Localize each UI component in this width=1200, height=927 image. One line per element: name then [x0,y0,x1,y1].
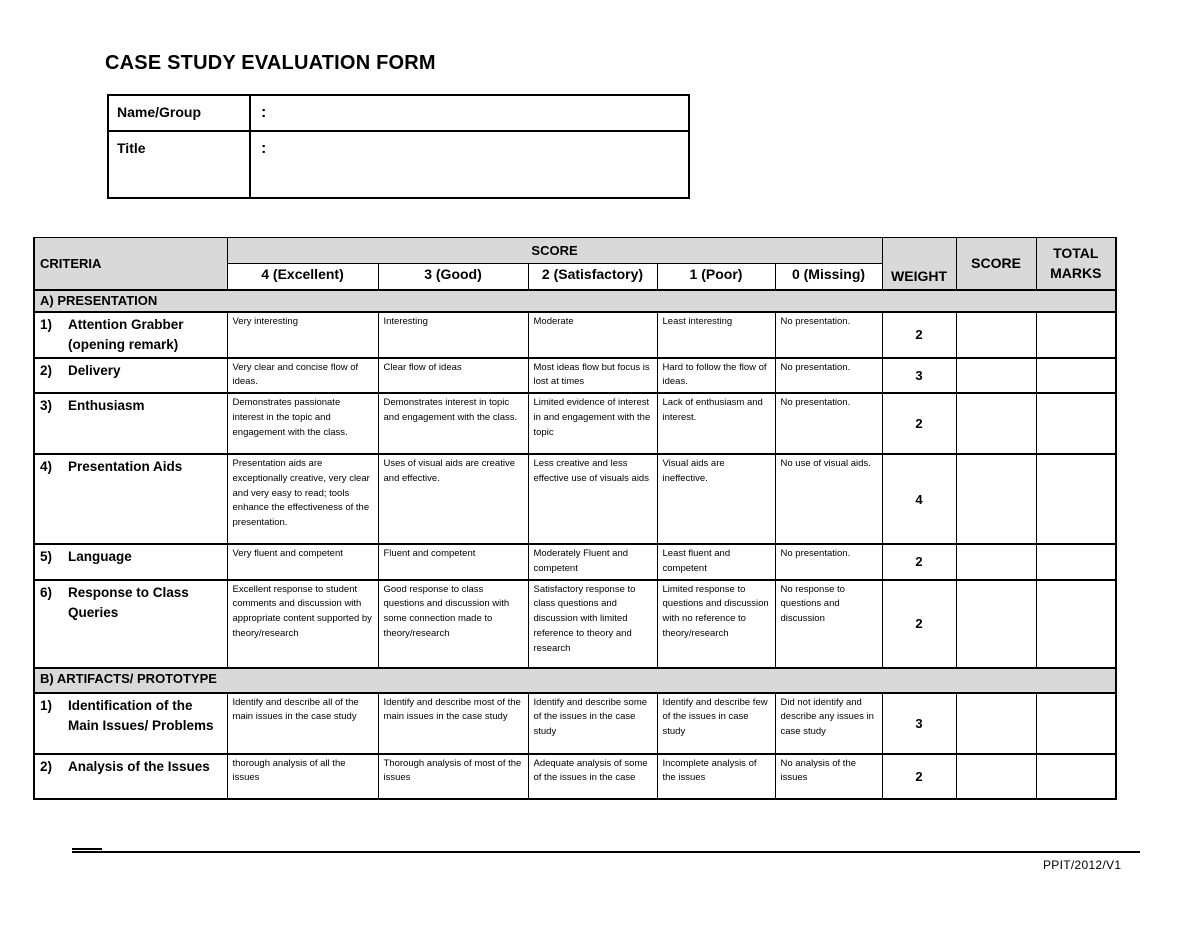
descriptor-cell: Thorough analysis of most of the issues [378,754,528,799]
descriptor-cell: Less creative and less effective use of visuals aids [528,454,657,544]
descriptor-cell: Demonstrates passionate interest in the topic and engagement with the class. [227,393,378,454]
descriptor-cell: Identify and describe most of the main issues in the case study [378,693,528,754]
descriptor-cell: Uses of visual aids are creative and effective. [378,454,528,544]
descriptor-cell: No use of visual aids. [775,454,882,544]
title-label: Title [108,131,250,198]
total-marks-cell[interactable] [1036,544,1116,580]
descriptor-cell: Very interesting [227,312,378,358]
total-marks-cell[interactable] [1036,693,1116,754]
total-marks-cell[interactable] [1036,393,1116,454]
weight-cell: 2 [882,580,956,668]
criterion-cell: 5) Language [34,544,227,580]
score-input-cell[interactable] [956,358,1036,394]
weight-cell: 2 [882,544,956,580]
score-input-cell[interactable] [956,544,1036,580]
footer-divider [72,851,1140,853]
descriptor-cell: Interesting [378,312,528,358]
total-marks-cell[interactable] [1036,454,1116,544]
section-artifacts-header: B) ARTIFACTS/ PROTOTYPE [34,668,1116,693]
descriptor-cell: Visual aids are ineffective. [657,454,775,544]
table-row [34,312,1116,358]
descriptor-cell: Fluent and competent [378,544,528,580]
descriptor-cell: thorough analysis of all the issues [227,754,378,799]
descriptor-cell: Most ideas flow but focus is lost at times [528,358,657,394]
descriptor-cell: Good response to class questions and discussion with some connection made to theory/research [378,580,528,668]
descriptor-cell: Least fluent and competent [657,544,775,580]
descriptor-cell: Satisfactory response to class questions and discussion with limited reference to theory and research [528,580,657,668]
total-marks-cell[interactable] [1036,312,1116,358]
descriptor-cell: Limited response to questions and discussion with no reference to theory/research [657,580,775,668]
score-input-cell[interactable] [956,754,1036,799]
descriptor-cell: No presentation. [775,393,882,454]
descriptor-cell: Moderate [528,312,657,358]
criterion-cell: 2) Analysis of the Issues [34,754,227,799]
descriptor-cell: No response to questions and discussion [775,580,882,668]
descriptor-cell: No presentation. [775,358,882,394]
title-field[interactable]: : [250,131,689,198]
footer-divider-accent [72,848,102,850]
weight-cell: 3 [882,358,956,394]
evaluation-rubric-table [33,237,1117,800]
descriptor-cell: Demonstrates interest in topic and engagement with the class. [378,393,528,454]
weight-cell: 4 [882,454,956,544]
footer-divider-accent [878,851,910,853]
level-missing-header: 0 (Missing) [775,264,882,290]
level-poor-header: 1 (Poor) [657,264,775,290]
total-marks-header: TOTAL MARKS [1036,238,1116,290]
score-input-cell[interactable] [956,580,1036,668]
total-marks-cell[interactable] [1036,358,1116,394]
descriptor-cell: Very clear and concise flow of ideas. [227,358,378,394]
score-input-cell[interactable] [956,693,1036,754]
total-marks-cell[interactable] [1036,754,1116,799]
descriptor-cell: No presentation. [775,312,882,358]
descriptor-cell: Presentation aids are exceptionally creative, very clear and very easy to read; tools enhance the effectiveness of the presentation. [227,454,378,544]
table-row [34,580,1116,668]
descriptor-cell: Clear flow of ideas [378,358,528,394]
criteria-header: CRITERIA [34,238,227,290]
criterion-cell: 3) Enthusiasm [34,393,227,454]
document-code: PPIT/2012/V1 [1043,858,1122,872]
descriptor-cell: Identify and describe few of the issues in case study [657,693,775,754]
descriptor-cell: Did not identify and describe any issues in case study [775,693,882,754]
descriptor-cell: Moderately Fluent and competent [528,544,657,580]
criterion-cell: 2) Delivery [34,358,227,394]
weight-header: WEIGHT [882,238,956,290]
weight-cell: 3 [882,693,956,754]
score-group-header: SCORE [227,238,882,264]
criterion-cell: 4) Presentation Aids [34,454,227,544]
table-row [34,754,1116,799]
criterion-cell: 6) Response to Class Queries [34,580,227,668]
descriptor-cell: Incomplete analysis of the issues [657,754,775,799]
total-marks-cell[interactable] [1036,580,1116,668]
name-group-label: Name/Group [108,95,250,131]
name-group-field[interactable]: : [250,95,689,131]
table-row [34,454,1116,544]
criterion-cell: 1) Identification of the Main Issues/ Problems [34,693,227,754]
table-row [34,544,1116,580]
table-row [34,393,1116,454]
descriptor-cell: Least interesting [657,312,775,358]
descriptor-cell: No presentation. [775,544,882,580]
descriptor-cell: Adequate analysis of some of the issues in the case [528,754,657,799]
descriptor-cell: Hard to follow the flow of ideas. [657,358,775,394]
level-excellent-header: 4 (Excellent) [227,264,378,290]
page-title: CASE STUDY EVALUATION FORM [105,52,436,74]
descriptor-cell: Lack of enthusiasm and interest. [657,393,775,454]
section-presentation-header: A) PRESENTATION [34,290,1116,312]
weight-cell: 2 [882,393,956,454]
score-header: SCORE [956,238,1036,290]
student-info-table [107,94,690,199]
descriptor-cell: Limited evidence of interest in and engagement with the topic [528,393,657,454]
level-satisfactory-header: 2 (Satisfactory) [528,264,657,290]
descriptor-cell: Identify and describe some of the issues in the case study [528,693,657,754]
criterion-cell: 1) Attention Grabber (opening remark) [34,312,227,358]
descriptor-cell: Very fluent and competent [227,544,378,580]
table-row [34,693,1116,754]
table-row [34,358,1116,394]
descriptor-cell: No analysis of the issues [775,754,882,799]
score-input-cell[interactable] [956,312,1036,358]
score-input-cell[interactable] [956,393,1036,454]
weight-cell: 2 [882,312,956,358]
descriptor-cell: Excellent response to student comments and discussion with appropriate content supported by theory/research [227,580,378,668]
weight-cell: 2 [882,754,956,799]
score-input-cell[interactable] [956,454,1036,544]
level-good-header: 3 (Good) [378,264,528,290]
descriptor-cell: Identify and describe all of the main issues in the case study [227,693,378,754]
